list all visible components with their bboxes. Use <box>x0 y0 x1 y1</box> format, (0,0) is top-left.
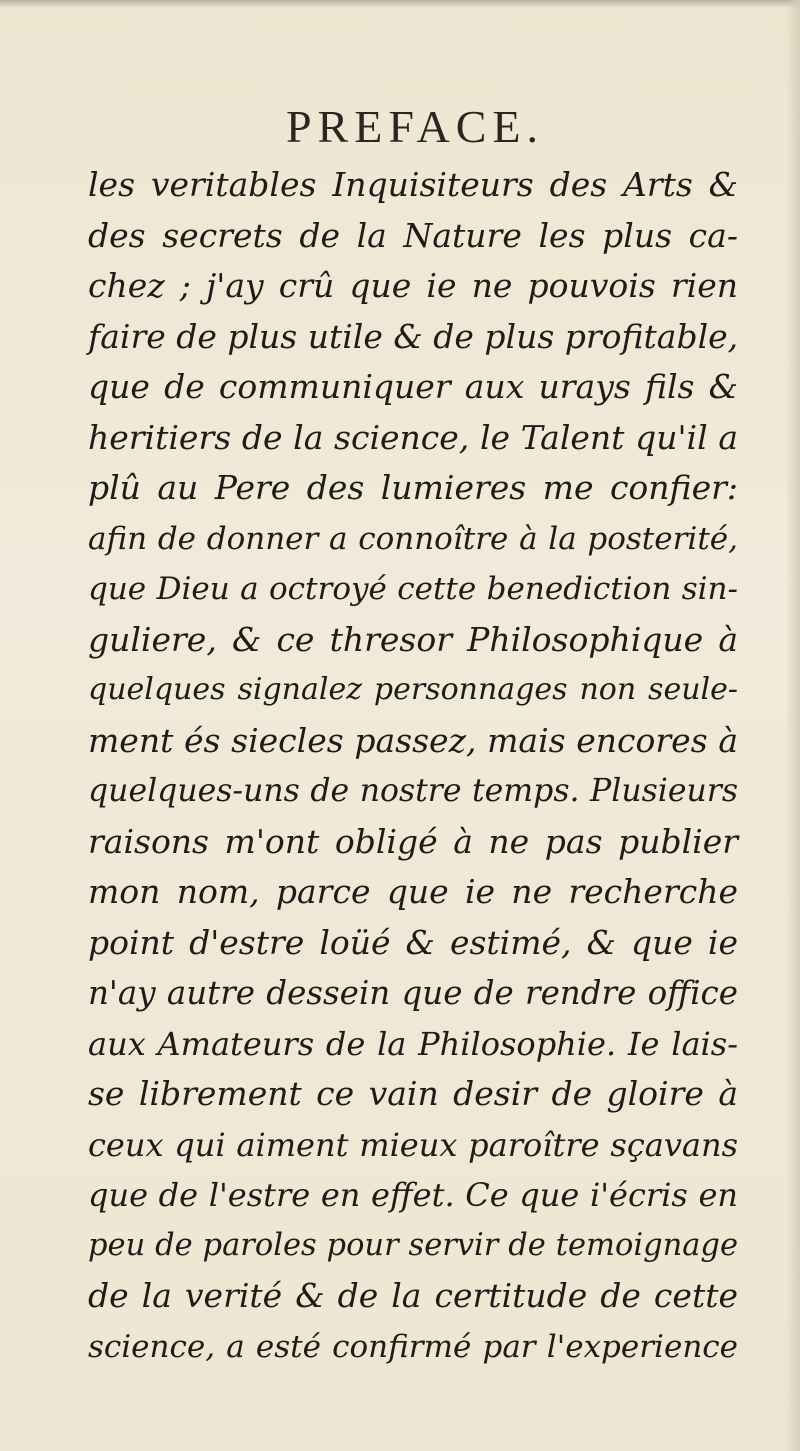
page-top-edge <box>0 0 800 8</box>
text-line: point d'estre loüé & estimé, & que ie <box>88 922 738 962</box>
text-line: ment és siecles passez, mais encores à <box>88 720 738 760</box>
text-line: faire de plus utile & de plus profitable, <box>88 316 739 356</box>
text-line: heritiers de la science, le Talent qu'il a <box>88 417 738 457</box>
text-line: que de communiquer aux urays fils & <box>88 367 738 406</box>
text-line: aux Amateurs de la Philosophie. Ie lais- <box>88 1024 738 1063</box>
text-line: que de l'estre en effet. Ce que i'écris en <box>88 1176 738 1214</box>
text-line: les veritables Inquisiteurs des Arts & <box>88 165 738 204</box>
text-line: quelques-uns de nostre temps. Plusieurs <box>88 773 738 809</box>
text-line: se librement ce vain desir de gloire à <box>88 1074 738 1113</box>
page-right-edge <box>786 0 800 1451</box>
text-line: plû au Pere des lumieres me confier: <box>88 468 738 507</box>
text-line: n'ay autre dessein que de rendre office <box>88 974 738 1012</box>
text-line: ceux qui aiment mieux paroître sçavans <box>88 1125 738 1164</box>
text-line: que Dieu a octroyé cette benediction sin- <box>88 571 738 607</box>
text-line: chez ; j'ay crû que ie ne pouvois rien <box>88 266 738 305</box>
text-line: des secrets de la Nature les plus ca- <box>88 215 738 255</box>
running-header: PREFACE. <box>285 101 545 152</box>
text-line: science, a esté confirmé par l'experience <box>88 1328 738 1365</box>
text-line: afin de donner a connoître à la posterité, <box>88 520 738 557</box>
text-line: mon nom, parce que ie ne recherche <box>88 872 738 911</box>
text-line: de la verité & de la certitude de cette <box>88 1276 738 1315</box>
text-line: guliere, & ce thresor Philosophique à <box>88 619 738 659</box>
text-line: raisons m'ont obligé à ne pas publier <box>88 821 738 861</box>
body-text <box>88 160 738 1372</box>
text-line: peu de paroles pour servir de temoignage <box>88 1227 738 1263</box>
text-line: quelques signalez personnages non seule- <box>88 672 738 707</box>
